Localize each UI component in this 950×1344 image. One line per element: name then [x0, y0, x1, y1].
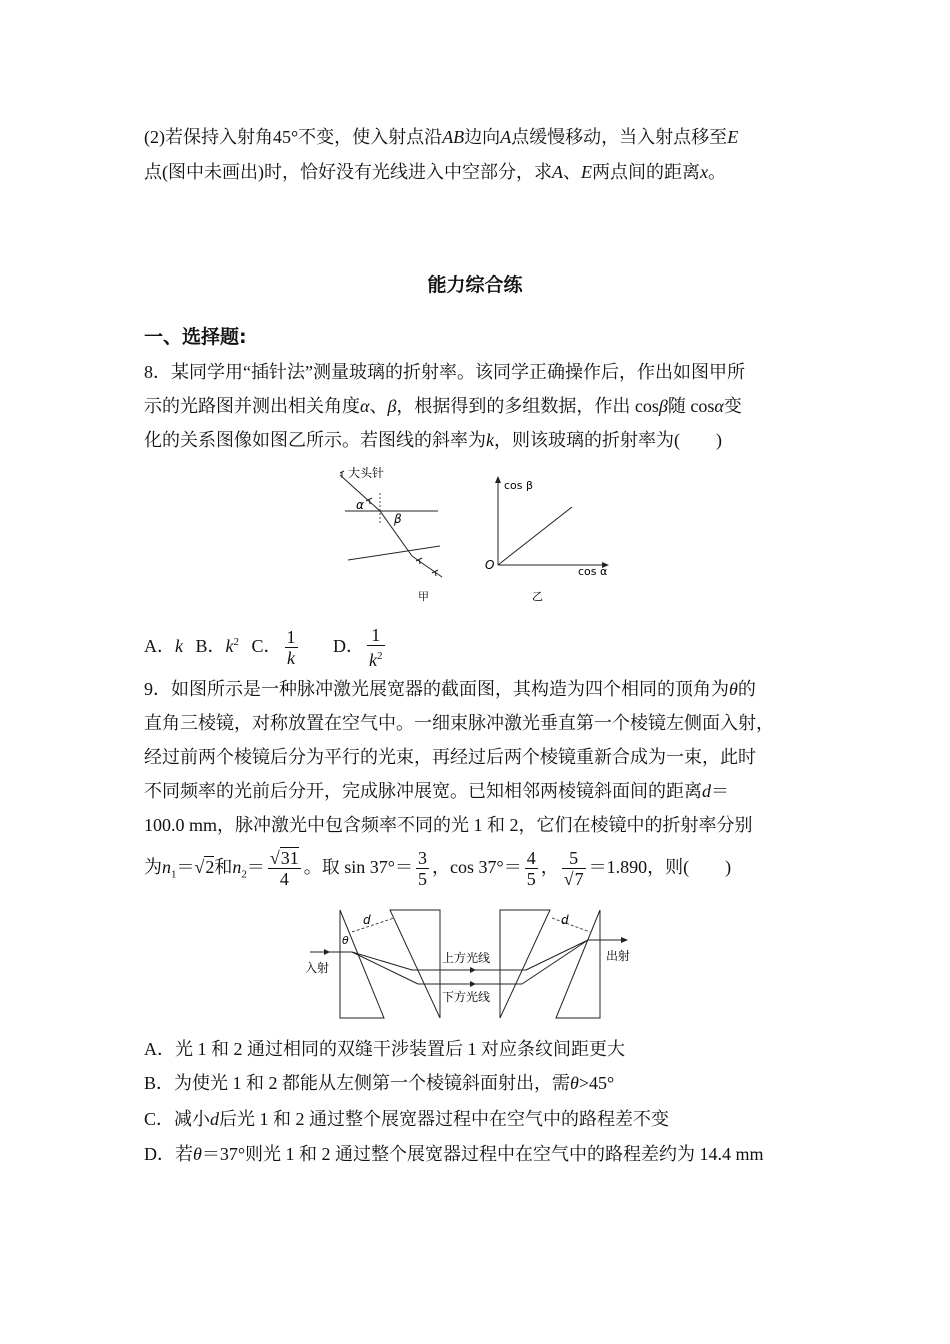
q9-option-a: A．光 1 和 2 通过相同的双缝干涉装置后 1 对应条纹间距更大 [144, 1039, 625, 1059]
text: 后光 1 和 2 通过整个展宽器过程中在空气中的路程差不变 [219, 1109, 670, 1129]
sqrt: 31 [280, 848, 299, 869]
fig-pin-label: 大头针 [348, 466, 385, 480]
exp: 2 [377, 650, 383, 663]
var: x [700, 162, 708, 182]
text: 点缓慢移动，当入射点移至 [511, 127, 728, 147]
q9-option-d [144, 1142, 814, 1166]
text: 化的关系图像如图乙所示。若图线的斜率为 [144, 430, 486, 450]
q9-line5: 100.0 mm，脉冲激光中包含频率不同的光 1 和 2，它们在棱镜中的折射率分别 [144, 815, 753, 835]
text: 变 [723, 396, 742, 416]
text: 。 [708, 162, 726, 182]
lower-arrow [470, 981, 476, 987]
sub: 2 [241, 868, 247, 881]
den: 5 [418, 869, 427, 890]
option-a-label: A． [144, 636, 175, 656]
frac-5-sqrt7: $\frac{5}{√7}$ [563, 848, 584, 890]
q7-part2-line2 [144, 160, 814, 184]
text: 两点间的距离 [592, 162, 700, 182]
den: k [287, 648, 296, 669]
var: n [162, 857, 171, 877]
var: α [714, 396, 724, 416]
q8-options [144, 620, 814, 670]
q8-line1: 8．某同学用“插针法”测量玻璃的折射率。该同学正确操作后，作出如图甲所 [144, 362, 745, 382]
section-title: 能力综合练 [427, 274, 523, 296]
fig-out: 出射 [606, 949, 631, 963]
text: 、 [369, 396, 388, 416]
q8-figure [320, 463, 620, 608]
var: E [727, 127, 739, 147]
y-arrow [495, 476, 501, 483]
var: E [581, 162, 592, 182]
text: C．减小 [144, 1109, 211, 1129]
num: 1 [367, 625, 385, 646]
light-ray [340, 475, 442, 577]
text: D．若 [144, 1144, 193, 1164]
subsection-title: 一、选择题: [144, 326, 247, 348]
q9-figure [300, 902, 650, 1026]
option-b-value: k [225, 636, 234, 656]
fig-d-right: d [561, 913, 569, 927]
q8-line2 [144, 394, 814, 418]
text: 和 [214, 857, 233, 877]
var: β [387, 396, 397, 416]
text: ，根据得到的多组数据，作出 cos [396, 396, 659, 416]
option-b-exp: 2 [233, 636, 240, 648]
text: 点(图中未画出)时，恰好没有光线进入中空部分，求 [144, 162, 552, 182]
var: n [232, 857, 242, 877]
var: θ [729, 679, 738, 699]
d-right-dash [552, 918, 590, 932]
text: 示的光路图并测出相关角度 [144, 396, 360, 416]
option-b-label: B． [195, 636, 226, 656]
den: 4 [279, 869, 289, 890]
sub: 1 [171, 868, 177, 881]
var: d [210, 1109, 220, 1129]
q9-option-b [144, 1071, 814, 1095]
q8-line3 [144, 428, 814, 452]
text: 不同频率的光前后分开，完成脉冲展宽。已知相邻两棱镜斜面间的距离 [144, 781, 702, 801]
q9-line4 [144, 779, 814, 803]
text: (2)若保持入射角45°不变，使入射点沿 [144, 127, 443, 147]
fig-alpha: α [356, 498, 364, 512]
sqrt: 2 [205, 857, 215, 877]
var: θ [193, 1144, 202, 1164]
var: k [486, 430, 494, 450]
q9-line6: 为$n_1=√2$和$n_2=$ $\frac{√31}{4}$ 。取 sin 37°＝ $\frac{3}{5}$ ，cos 37°＝ $\frac{4}{5}$ ， $\frac{5}{√7}$ ＝1.890，则( ) [144, 848, 732, 890]
exit-arrow [621, 937, 628, 943]
q9-option-c [144, 1107, 814, 1131]
text: 为 [144, 857, 162, 877]
fig-in: 入射 [305, 961, 330, 975]
option-c-frac [285, 627, 298, 668]
q9-line3: 经过前两个棱镜后分为平行的光束，再经过后两个棱镜重新合成为一束，此时 [144, 747, 756, 767]
option-d-label: D． [333, 636, 365, 656]
text: 。取 sin 37°＝ [303, 857, 413, 877]
d-left-dash [352, 918, 394, 932]
var: β [658, 396, 668, 416]
sqrt: 7 [574, 869, 584, 890]
text: 、 [563, 162, 581, 182]
prism-2 [390, 910, 440, 1018]
text: 边向 [464, 127, 501, 147]
text: ＝37°则光 1 和 2 通过整个展宽器过程中在空气中的路程差约为 14.4 mm [201, 1144, 764, 1164]
fig-origin: O [485, 558, 495, 572]
option-a-value: k [175, 636, 183, 656]
text: ＝1.890，则( ) [588, 857, 732, 877]
ray-1b [526, 940, 588, 970]
var: θ [570, 1073, 579, 1093]
fig-yi: 乙 [532, 590, 543, 603]
ray-2b [522, 940, 588, 984]
option-d-frac [367, 625, 385, 670]
num: 3 [418, 848, 427, 869]
option-c-label: C． [251, 636, 282, 656]
fig-d-left: d [363, 913, 371, 927]
text: 的 [737, 679, 756, 699]
text: ＝ [176, 857, 195, 877]
fig-upper: 上方光线 [442, 951, 491, 965]
var: AB [442, 127, 465, 147]
var: A [500, 127, 512, 147]
text: ，则该玻璃的折射率为( ) [494, 430, 722, 450]
lower-boundary [348, 546, 440, 560]
incident-arrow [324, 949, 330, 955]
den: k [369, 650, 378, 671]
text: >45° [578, 1073, 615, 1093]
q9-line2: 直角三棱镜，对称放置在空气中。一细束脉冲激光垂直第一个棱镜左侧面入射， [144, 713, 774, 733]
fig-xaxis-label: cos α [578, 565, 608, 578]
num: 1 [286, 627, 296, 648]
var: α [360, 396, 370, 416]
text: ＝ [711, 781, 729, 801]
fig-yaxis-label: cos β [504, 479, 534, 492]
q9-line1 [144, 677, 814, 701]
den: 5 [526, 869, 536, 890]
text: ， [540, 857, 559, 877]
text: B．为使光 1 和 2 都能从左侧第一个棱镜斜面射出，需 [144, 1073, 571, 1093]
num: 4 [526, 848, 536, 869]
pin-1 [340, 471, 344, 478]
var: A [552, 162, 563, 182]
ray-2a [352, 952, 418, 984]
text: ＝ [246, 857, 265, 877]
fig-lower: 下方光线 [442, 990, 491, 1004]
frac-3-5 [416, 848, 429, 889]
fig-beta: β [394, 512, 402, 526]
num: 5 [562, 848, 586, 869]
fig-jia: 甲 [418, 590, 429, 603]
fig-theta: θ [342, 934, 349, 947]
q7-part2-line1 [144, 125, 814, 149]
text: 9．如图所示是一种脉冲激光展宽器的截面图，其构造为四个相同的顶角为 [144, 679, 729, 699]
frac-4-5 [525, 848, 538, 889]
prism-3 [500, 910, 550, 1018]
text: ，cos 37°＝ [432, 857, 522, 877]
graph-line [498, 507, 572, 565]
upper-arrow [470, 967, 476, 973]
frac-sqrt31-4: $\frac{√31}{4}$ [269, 848, 299, 890]
var: d [702, 781, 711, 801]
text: 随 cos [667, 396, 715, 416]
